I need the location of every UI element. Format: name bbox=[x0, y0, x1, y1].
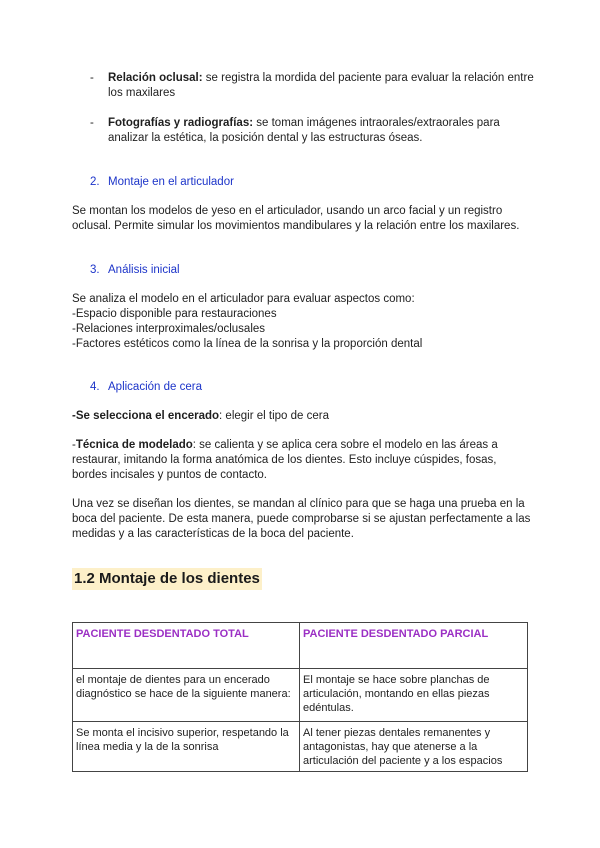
section-title: Aplicación de cera bbox=[108, 381, 202, 393]
table-row bbox=[73, 722, 528, 772]
bullet-dash: - bbox=[90, 72, 94, 84]
cera-item-term: Se selecciona el encerado bbox=[75, 410, 220, 422]
table-cell: el montaje de dientes para un encerado diagnóstico se hace de la siguiente manera: bbox=[73, 669, 300, 722]
section-title-montaje-dientes: 1.2 Montaje de los dientes bbox=[72, 568, 262, 590]
section-number: 4. bbox=[90, 381, 100, 393]
bullet-dash: - bbox=[90, 117, 94, 129]
section-number: 3. bbox=[90, 264, 100, 276]
comparison-table bbox=[72, 622, 528, 772]
paragraph-montaje: Se montan los modelos de yeso en el articulador, usando un arco facial y un registro oclusal. Permite simular los movimientos mandibulares y la relación entre los maxilares. bbox=[72, 205, 520, 232]
table-header-row bbox=[73, 623, 528, 669]
bullet-relacion-oclusal bbox=[90, 71, 540, 101]
section-number: 2. bbox=[90, 176, 100, 188]
cera-item-prefix: - bbox=[72, 439, 76, 451]
cera-item-encerado bbox=[72, 409, 532, 424]
cera-item-prefix: - bbox=[72, 410, 76, 422]
analisis-item: -Relaciones interproximales/oclusales bbox=[72, 323, 266, 335]
table-row bbox=[73, 669, 528, 722]
cera-item-description: : elegir el tipo de cera bbox=[219, 410, 329, 422]
paragraph-analisis bbox=[72, 292, 532, 352]
section-title: Análisis inicial bbox=[108, 264, 180, 276]
bullet-term: Relación oclusal: bbox=[108, 72, 203, 84]
table-cell: El montaje se hace sobre planchas de articulación, montando en ellas piezas edéntulas. bbox=[300, 669, 528, 722]
bullet-fotografias bbox=[90, 116, 540, 146]
table-header-cell: PACIENTE DESDENTADO TOTAL bbox=[73, 623, 300, 669]
bullet-description: se registra la mordida del paciente para evaluar la relación entre los maxilares bbox=[108, 72, 534, 99]
section-title: Montaje en el articulador bbox=[108, 176, 234, 188]
section-heading-analisis bbox=[90, 263, 180, 278]
cera-item-modelado bbox=[72, 438, 532, 483]
section-heading-montaje bbox=[90, 175, 234, 190]
table-header-cell: PACIENTE DESDENTADO PARCIAL bbox=[300, 623, 528, 669]
table-cell: Se monta el incisivo superior, respetando la línea media y la de la sonrisa bbox=[73, 722, 300, 772]
analisis-item: -Factores estéticos como la línea de la sonrisa y la proporción dental bbox=[72, 338, 423, 350]
bullet-term: Fotografías y radiografías: bbox=[108, 117, 254, 129]
cera-item-description: : se calienta y se aplica cera sobre el modelo en las áreas a restaurar, imitando la forma anatómica de los dientes. Esto incluye cúspides, fosas, bordes incisales y puntos de contacto. bbox=[72, 439, 498, 481]
section-heading-cera bbox=[90, 380, 202, 395]
analisis-intro: Se analiza el modelo en el articulador para evaluar aspectos como: bbox=[72, 293, 415, 305]
analisis-item: -Espacio disponible para restauraciones bbox=[72, 308, 277, 320]
bullet-description: se toman imágenes intraorales/extraorales para analizar la estética, la posición dental y las estructuras óseas. bbox=[108, 117, 500, 144]
table-cell: Al tener piezas dentales remanentes y antagonistas, hay que atenerse a la articulación del paciente y a los espacios bbox=[300, 722, 528, 772]
paragraph-cera-closing: Una vez se diseñan los dientes, se mandan al clínico para que se haga una prueba en la boca del paciente. De esta manera, puede comprobarse si se ajustan perfectamente a las medidas y a las características de la boca del paciente. bbox=[72, 498, 531, 540]
cera-item-term: Técnica de modelado bbox=[75, 439, 193, 451]
